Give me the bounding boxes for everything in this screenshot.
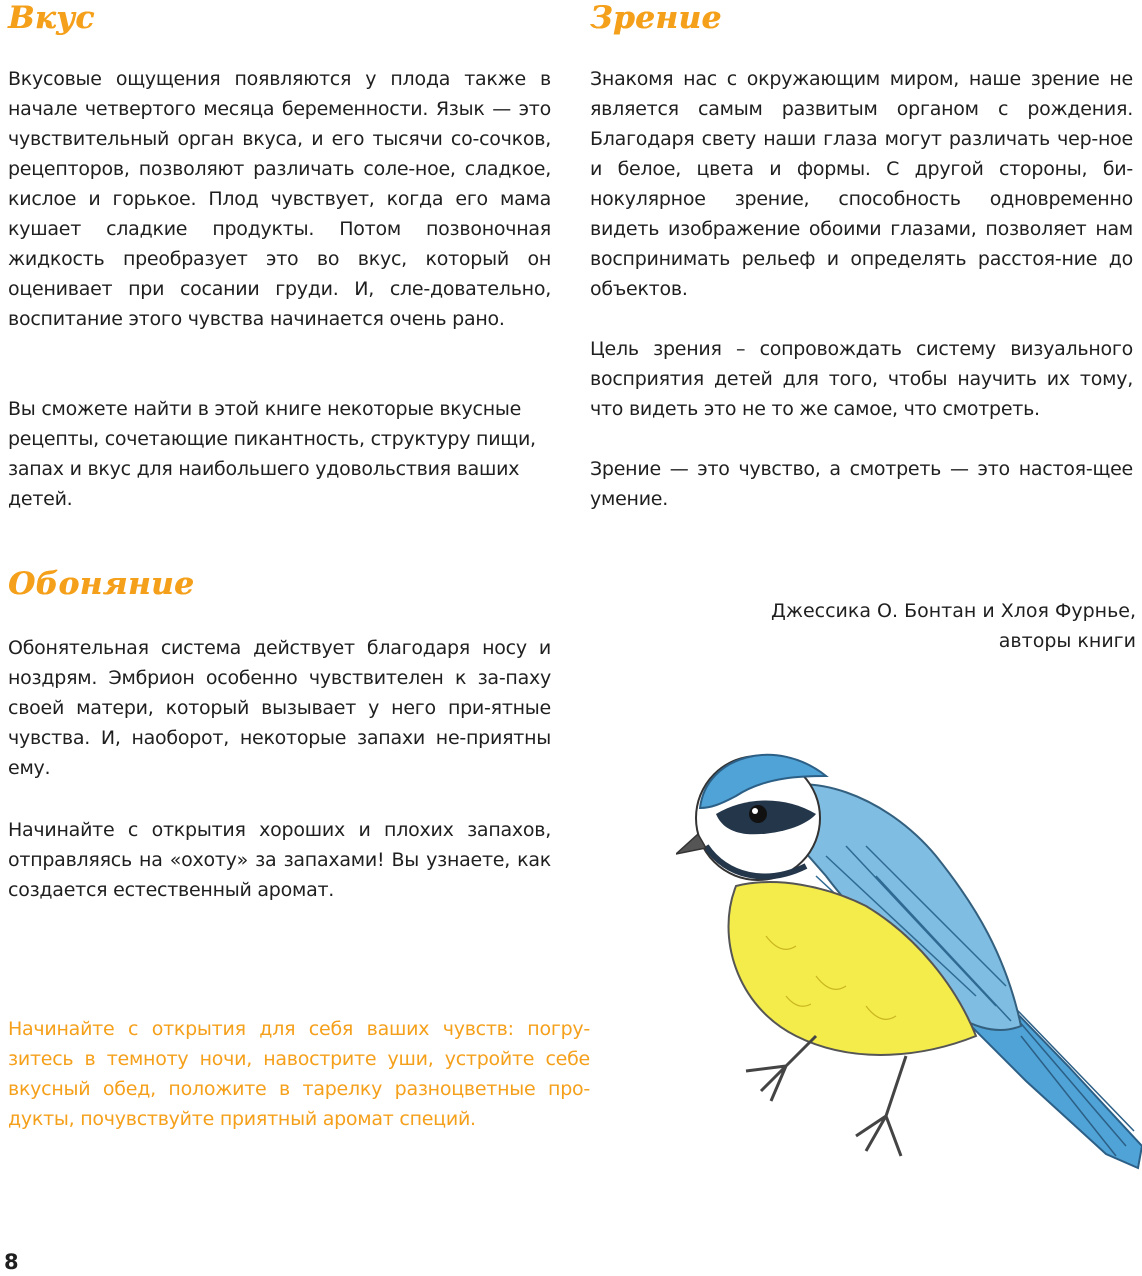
heading-taste: Вкус <box>8 0 95 36</box>
authors-names: Джессика О. Бонтан и Хлоя Фурнье, <box>771 600 1136 622</box>
smell-paragraph-1: Обонятельная система действует благодаря носу и ноздрям. Эмбрион особенно чувствителен к за-паху своей матери, который вызывает у него при-ятные чувства. И, наоборот, некоторые запахи не-приятны ему. <box>8 637 551 779</box>
bird-leg-front <box>746 1036 816 1101</box>
heading-vision: Зрение <box>590 0 722 36</box>
bird-eye <box>749 805 767 823</box>
bird-leg-back <box>856 1056 906 1156</box>
vision-paragraph-2: Цель зрения – сопровождать систему визуального восприятия детей для того, чтобы научить их тому, что видеть это не то же самое, что смотреть. <box>590 338 1133 420</box>
vision-paragraph-3: Зрение — это чувство, а смотреть — это настоя-щее умение. <box>590 458 1133 510</box>
page-number: 8 <box>4 1250 19 1274</box>
smell-paragraph-2: Начинайте с открытия хороших и плохих запахов, отправляясь на «охоту» за запахами! Вы узнаете, как создается естественный аромат. <box>8 819 551 901</box>
authors-signature <box>676 596 1136 656</box>
authors-role: авторы книги <box>998 630 1136 652</box>
taste-paragraph-1: Вкусовые ощущения появляются у плода также в начале четвертого месяца беременности. Язык — это чувствительный орган вкуса, и его тысячи со-сочков, рецепторов, позволяют различать соле-ное, сладкое, кислое и горькое. Плод чувствует, когда его мама кушает сладкие продукты. Потом позвоночная жидкость преобразует это во вкус, который он оценивает при сосании груди. И, сле-довательно, воспитание этого чувства начинается очень рано. <box>8 68 551 330</box>
vision-paragraph-1: Знакомя нас с окружающим миром, наше зрение не является самым развитым органом с рождения. Благодаря свету наши глаза могут различать чер-ное и белое, цвета и формы. С другой стороны, би-нокулярное зрение, способность одновременно видеть изображение обоими глазами, позволяет нам воспринимать рельеф и определять расстоя-ние до объектов. <box>590 68 1133 300</box>
heading-smell: Обоняние <box>8 566 195 602</box>
taste-paragraph-2: Вы сможете найти в этой книге некоторые вкусные рецепты, сочетающие пикантность, структуру пищи, запах и вкус для наибольшего удовольствия ваших детей. <box>8 398 536 510</box>
senses-callout: Начинайте с открытия для себя ваших чувств: погру-зитесь в темноту ночи, навострите уши, устройте себе вкусный обед, положите в тарелку разноцветные про-дукты, почувствуйте приятный аромат специй. <box>8 1018 590 1130</box>
blue-tit-illustration <box>676 736 1142 1176</box>
